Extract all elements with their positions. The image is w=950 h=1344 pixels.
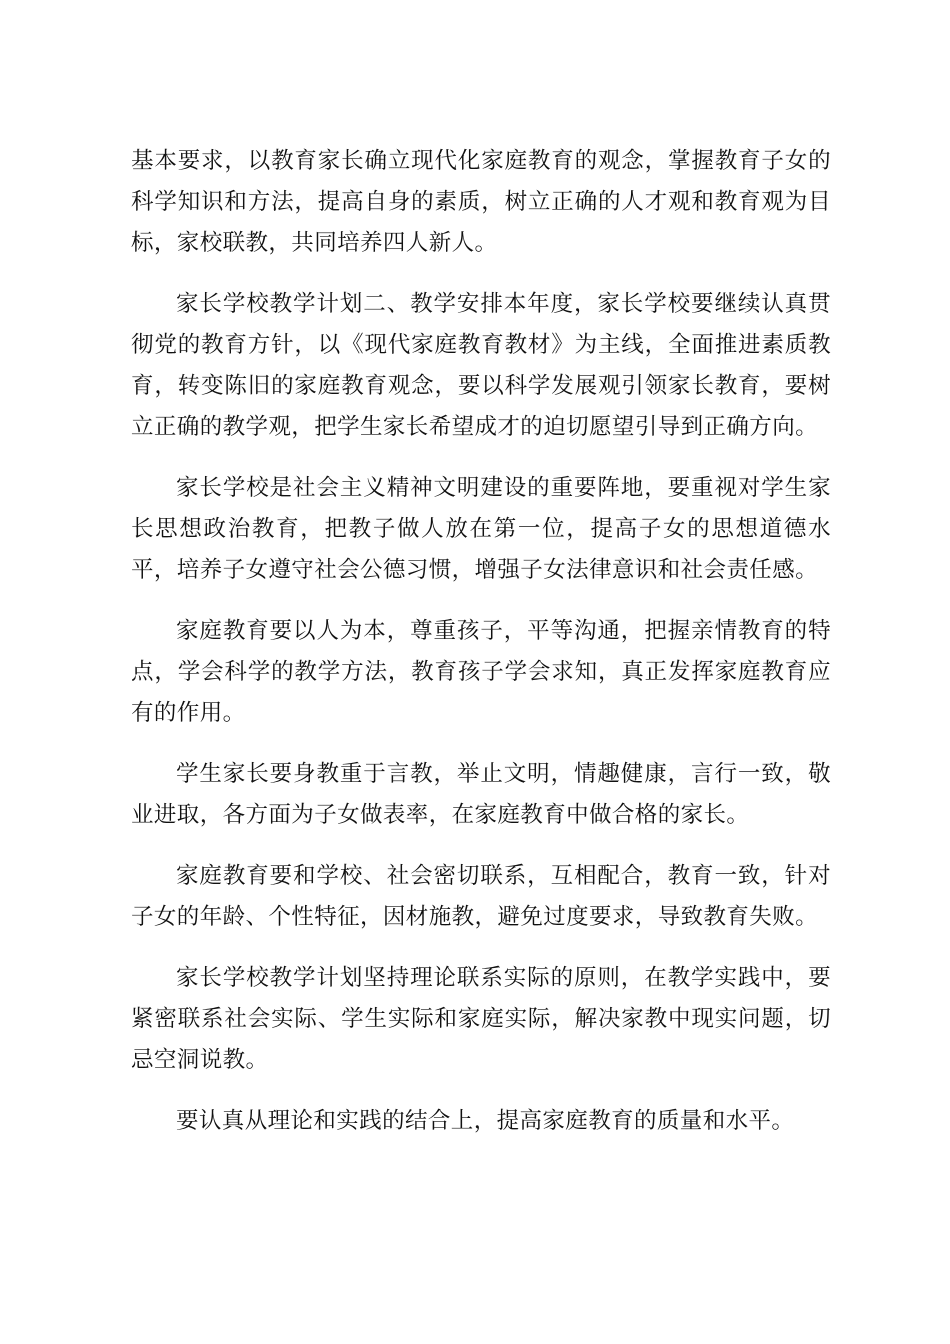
paragraph-3: 家长学校是社会主义精神文明建设的重要阵地，要重视对学生家长思想政治教育，把教子做人放在第一位，提高子女的思想道德水平，培养子女遵守社会公德习惯，增强子女法律意识和社会责任感。 <box>131 475 831 583</box>
paragraph-8: 要认真从理论和实践的结合上，提高家庭教育的质量和水平。 <box>176 1108 795 1134</box>
paragraph-1: 基本要求，以教育家长确立现代化家庭教育的观念，掌握教育子女的科学知识和方法，提高自身的素质，树立正确的人才观和教育观为目标，家校联教，共同培养四人新人。 <box>131 148 831 256</box>
paragraph-7: 家长学校教学计划坚持理论联系实际的原则，在教学实践中，要紧密联系社会实际、学生实际和家庭实际，解决家教中现实问题，切忌空洞说教。 <box>131 965 831 1073</box>
paragraph-5: 学生家长要身教重于言教，举止文明，情趣健康，言行一致，敬业进取，各方面为子女做表率，在家庭教育中做合格的家长。 <box>131 761 831 828</box>
paragraph-4: 家庭教育要以人为本，尊重孩子，平等沟通，把握亲情教育的特点，学会科学的教学方法，教育孩子学会求知，真正发挥家庭教育应有的作用。 <box>131 618 831 726</box>
paragraph-6: 家庭教育要和学校、社会密切联系，互相配合，教育一致，针对子女的年龄、个性特征，因材施教，避免过度要求，导致教育失败。 <box>131 863 831 930</box>
document-body <box>131 141 831 1162</box>
paragraph-2: 家长学校教学计划二、教学安排本年度，家长学校要继续认真贯彻党的教育方针，以《现代家庭教育教材》为主线，全面推进素质教育，转变陈旧的家庭教育观念，要以科学发展观引领家长教育，要树立正确的教学观，把学生家长希望成才的迫切愿望引导到正确方向。 <box>131 291 831 440</box>
